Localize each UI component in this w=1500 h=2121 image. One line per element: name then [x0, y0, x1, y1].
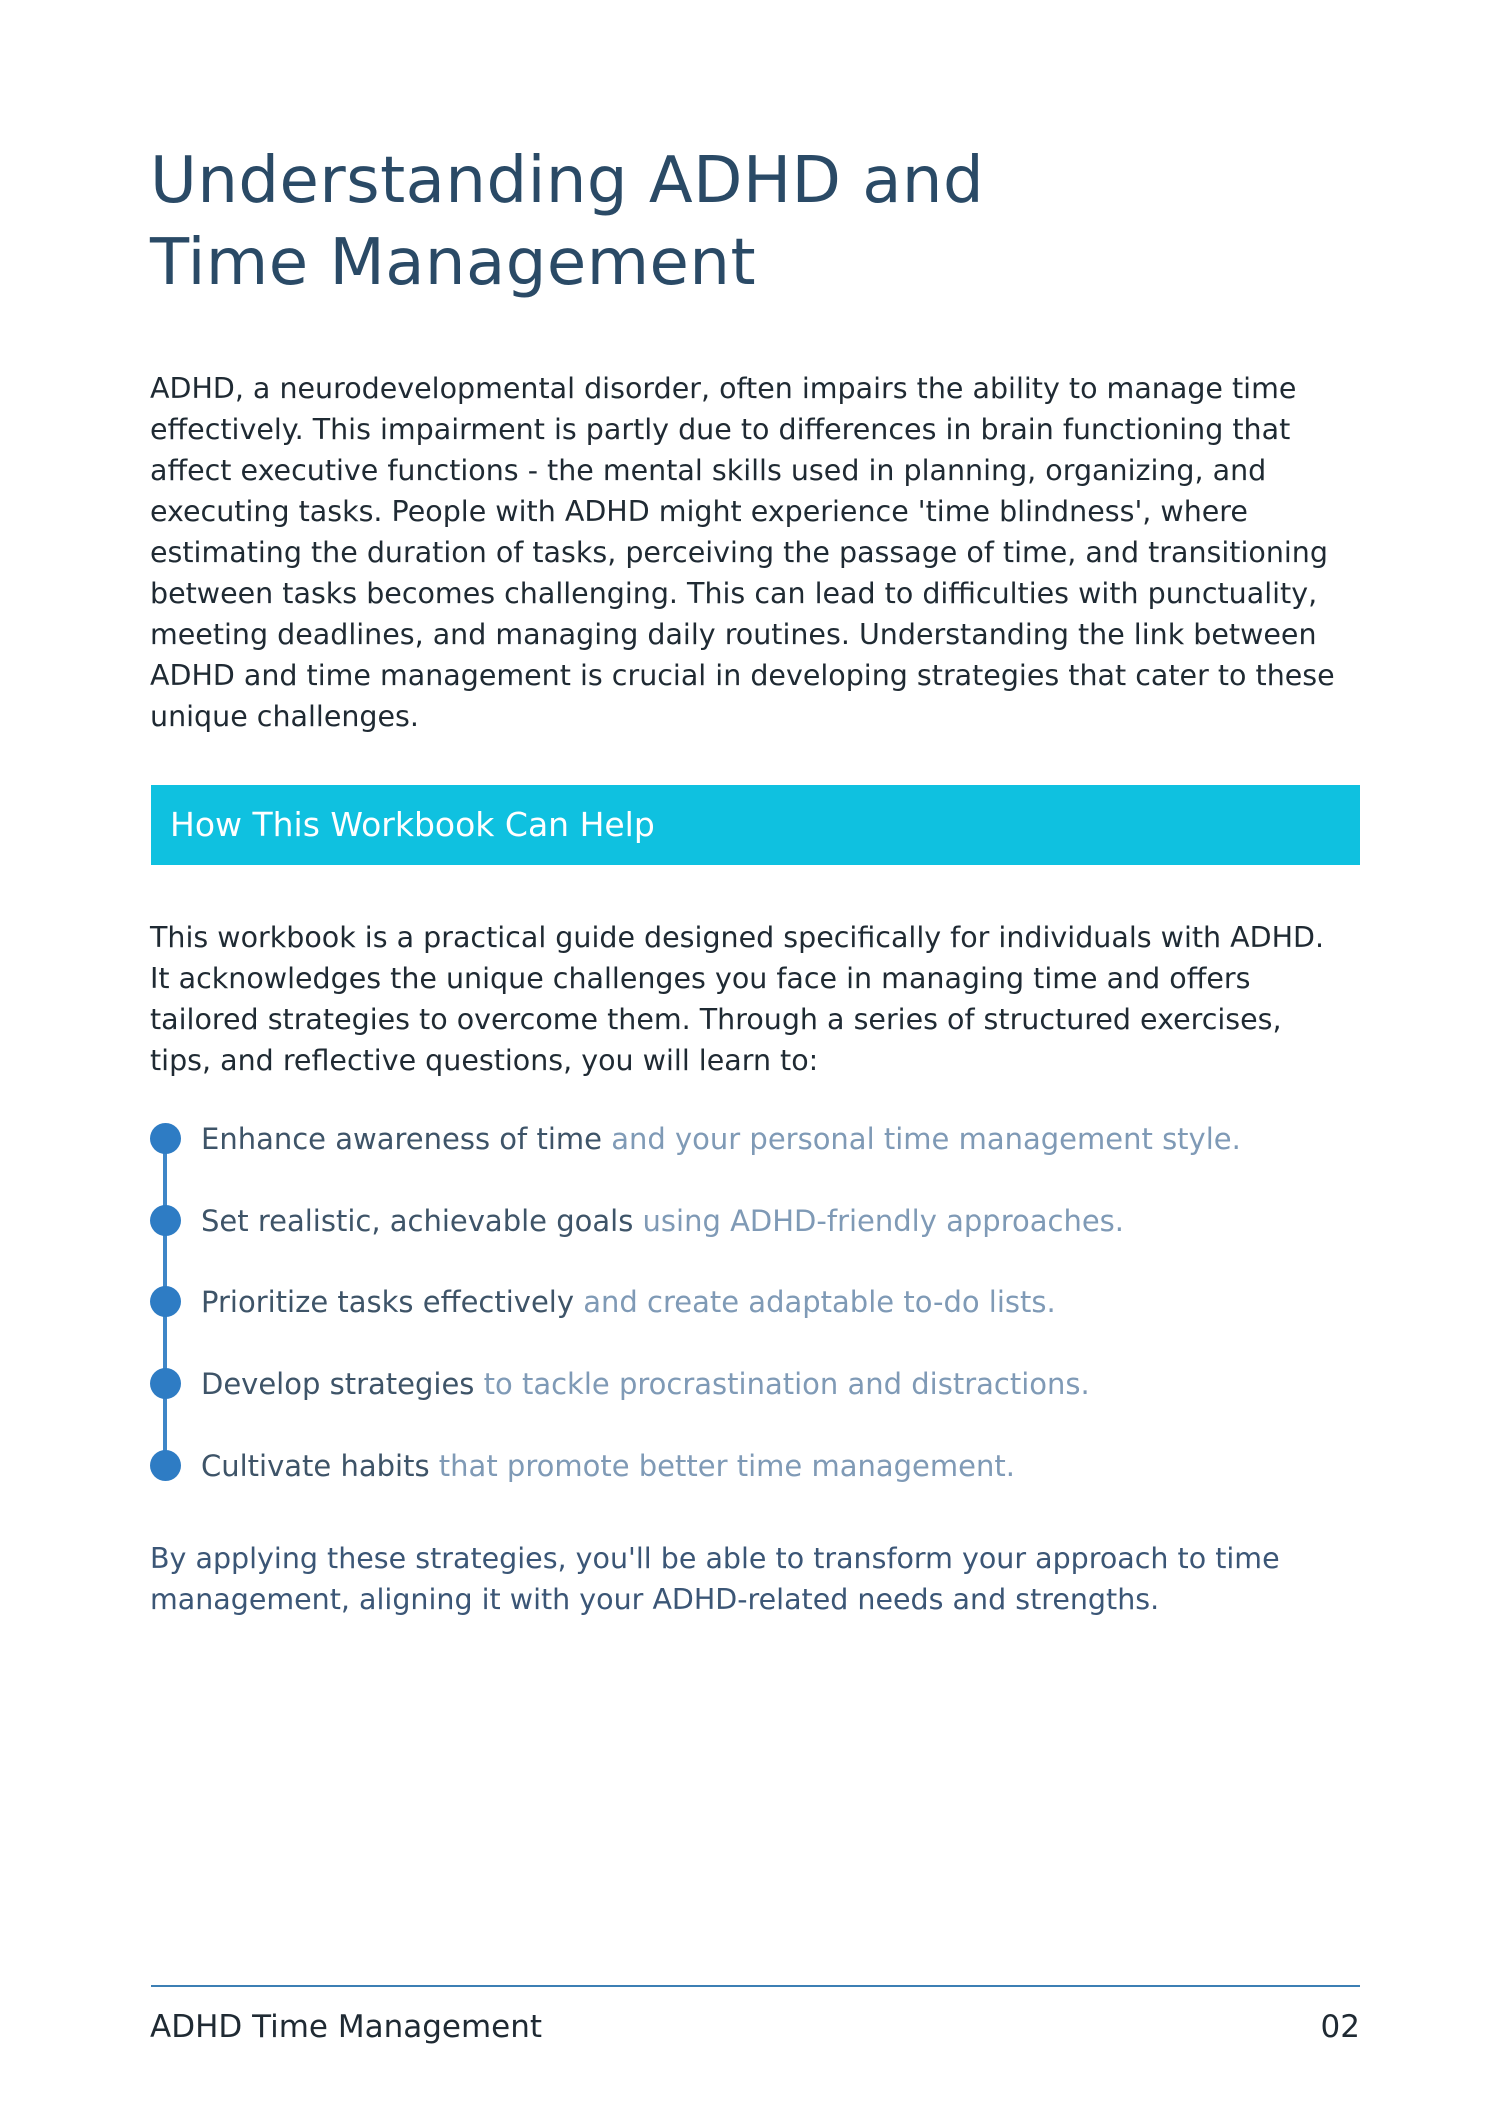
section-banner: [151, 785, 1360, 865]
page-title-line-1: Understanding ADHD and: [150, 144, 985, 218]
goal-lead: Prioritize tasks effectively: [201, 1285, 575, 1319]
page-title-line-2: Time Management: [150, 226, 757, 300]
goal-rest: to tackle procrastination and distractions.: [474, 1367, 1090, 1401]
goal-lead: Cultivate habits: [201, 1449, 430, 1483]
workbook-paragraph: This workbook is a practical guide designed specifically for individuals with ADHD. It acknowledges the unique challenges you face in managing time and offers tailored strategies to overcome them. Through a series of structured exercises, tips, and reflective questions, you will learn to:: [150, 921, 1325, 1077]
goal-lead: Set realistic, achievable goals: [201, 1204, 634, 1238]
timeline-dot-icon: [150, 1286, 181, 1317]
timeline-dot-icon: [150, 1205, 181, 1236]
goal-rest: that promote better time management.: [429, 1449, 1015, 1483]
page-title: [150, 140, 984, 304]
goal-item: [150, 1366, 1300, 1406]
goal-text: [201, 1448, 1015, 1484]
goal-text: [201, 1366, 1090, 1402]
goals-timeline: [150, 1121, 1300, 1481]
goal-rest: and create adaptable to-do lists.: [574, 1285, 1056, 1319]
goal-item: [150, 1203, 1300, 1243]
closing-paragraph: By applying these strategies, you'll be able to transform your approach to time management, aligning it with your ADHD-related needs and strengths.: [150, 1542, 1280, 1616]
goal-item: [150, 1448, 1300, 1488]
goal-rest: using ADHD-friendly approaches.: [633, 1204, 1124, 1238]
goal-rest: and your personal time management style.: [601, 1122, 1241, 1156]
goal-text: [201, 1284, 1056, 1320]
timeline-dot-icon: [150, 1123, 181, 1154]
timeline-dot-icon: [150, 1450, 181, 1481]
goal-item: [150, 1284, 1300, 1324]
footer-title: ADHD Time Management: [150, 2009, 543, 2045]
goal-text: [201, 1121, 1241, 1157]
section-heading: How This Workbook Can Help: [170, 805, 655, 844]
timeline-dot-icon: [150, 1368, 181, 1399]
intro-paragraph: ADHD, a neurodevelopmental disorder, often impairs the ability to manage time effectively. This impairment is partly due to differences in brain functioning that affect executive functions - the mental skills used in planning, organizing, and executing tasks. People with ADHD might experience 'time blindness', where estimating the duration of tasks, perceiving the passage of time, and transitioning between tasks becomes challenging. This can lead to difficulties with punctuality, meeting deadlines, and managing daily routines. Understanding the link between ADHD and time management is crucial in developing strategies that cater to these unique challenges.: [150, 372, 1335, 733]
footer-divider: [151, 1985, 1360, 1987]
goal-lead: Develop strategies: [201, 1367, 475, 1401]
goal-text: [201, 1203, 1124, 1239]
goal-item: [150, 1121, 1300, 1161]
page-number: 02: [1320, 2009, 1360, 2045]
goal-lead: Enhance awareness of time: [201, 1122, 602, 1156]
